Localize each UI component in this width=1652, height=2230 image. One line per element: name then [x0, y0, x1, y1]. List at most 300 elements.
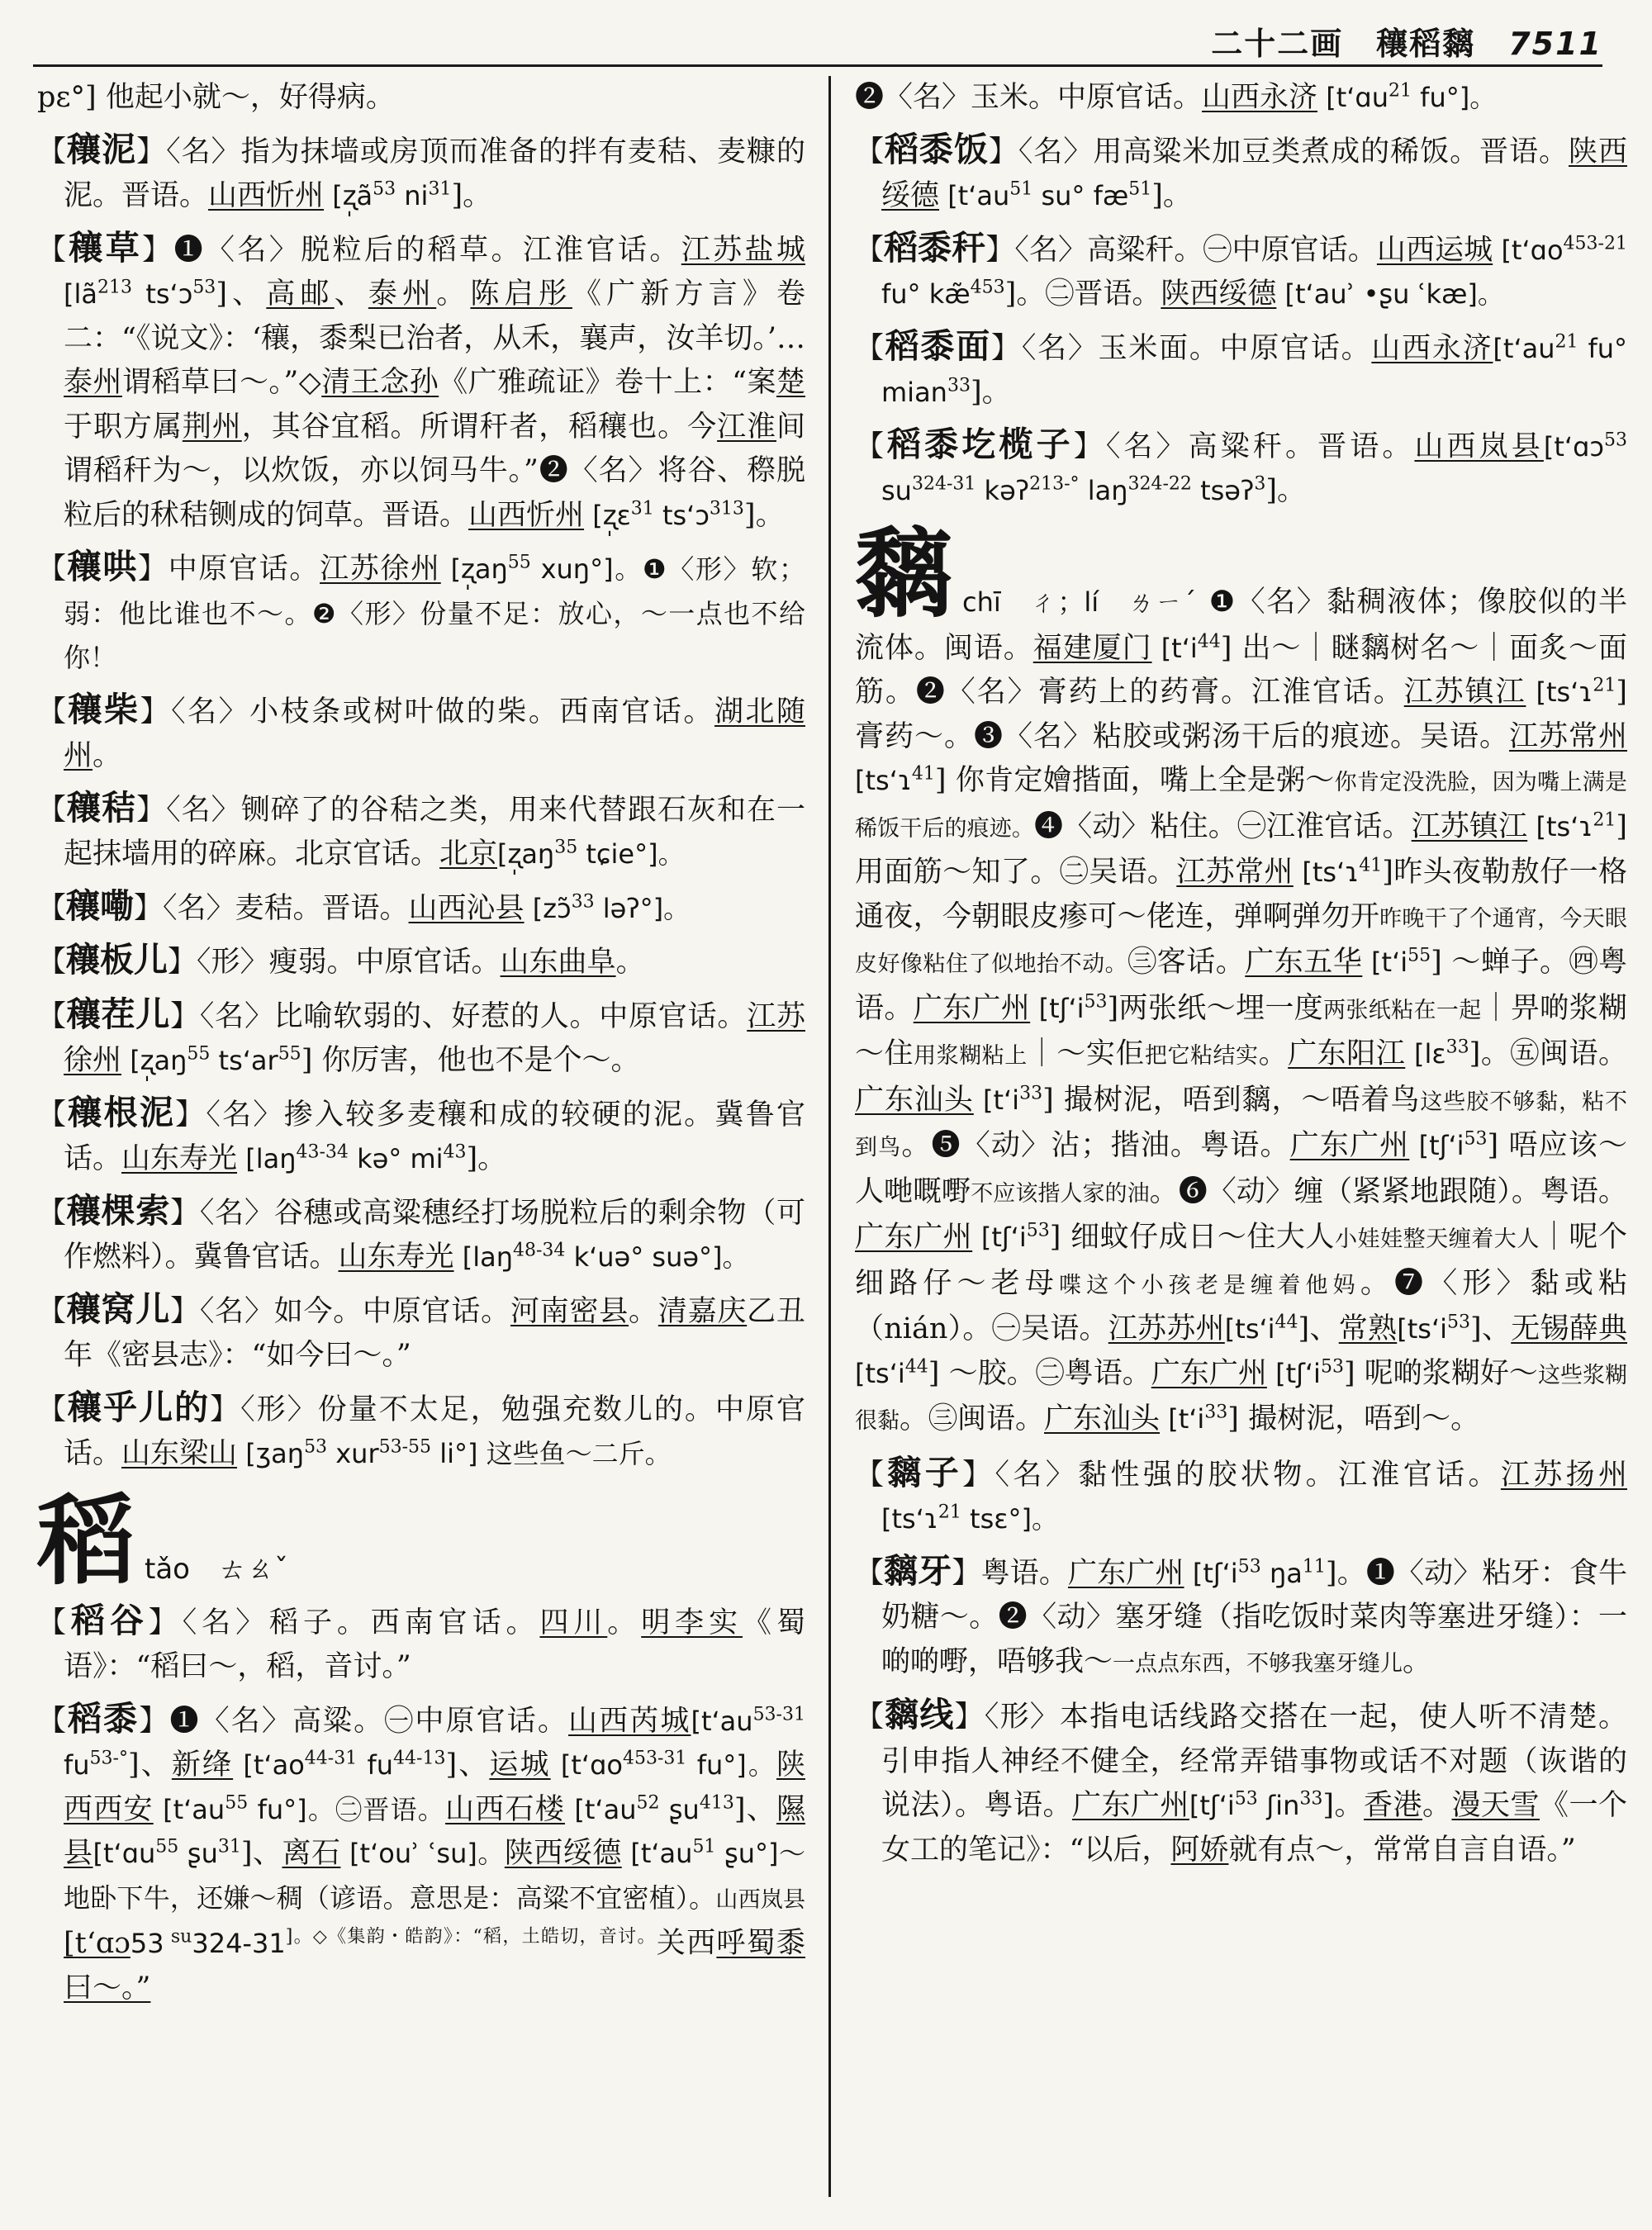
text-run: 】: [134, 891, 164, 925]
text-run: [t‘i: [1362, 947, 1408, 978]
text-run: [lã: [64, 278, 97, 310]
text-run: ]、: [445, 1748, 490, 1782]
text-run: 】: [140, 695, 172, 728]
text-run: 〈名〉谷穗或高粱穗经打场脱粒后的剩余物（可作燃料）。冀鲁官话。: [64, 1196, 805, 1274]
text-run: 】: [985, 233, 1015, 267]
text-run: 。: [615, 946, 645, 979]
text-run: fu°]。: [1412, 82, 1497, 113]
text-run: ] 细蚊仔成日～住大人: [1049, 1221, 1335, 1254]
text-run: [t‘ɑo: [550, 1749, 623, 1781]
text-run: 离石: [282, 1837, 341, 1870]
place-name: 陕西绥德: [881, 135, 1627, 212]
text-run: [ts‘ɿ: [855, 765, 912, 796]
text-run: ts‘ɔ: [653, 499, 710, 531]
text-run: ]、: [1298, 1312, 1339, 1345]
text-run: 】: [1073, 429, 1106, 463]
text-run: xur: [327, 1438, 379, 1469]
text-run: 。: [436, 278, 471, 311]
text-run: su° fæ: [1032, 180, 1129, 211]
text-run: 陕西绥德: [504, 1837, 622, 1870]
text-run: 53: [130, 1928, 164, 1959]
text-run: ləʔ°]。: [594, 892, 691, 924]
headword: 稻黍: [68, 1698, 140, 1739]
text-run: 33: [1299, 1788, 1323, 1810]
text-run: 【: [855, 1458, 888, 1492]
text-run: ]。: [970, 376, 1011, 409]
text-run: 43: [443, 1141, 467, 1163]
text-run: fu° kæ̃: [881, 278, 971, 310]
text-run: 】: [988, 135, 1018, 168]
text-run: 。: [1403, 1644, 1432, 1678]
text-run: ]、: [216, 278, 267, 311]
entry-dao-shu-gan: [855, 226, 1627, 317]
text-run: 33: [1019, 1082, 1043, 1103]
text-run: 无锡薛典: [1511, 1312, 1627, 1345]
text-run: 53: [1084, 990, 1108, 1012]
text-run: 〈名〉用高粱米加豆类煮成的稀饭。晋语。: [1018, 135, 1569, 168]
text-run: 新绛: [171, 1748, 234, 1782]
place-name: 山西永济: [1371, 331, 1493, 365]
place-name: 广东广州: [1071, 1789, 1189, 1822]
text-run: ]两张纸～埋一度: [1107, 991, 1324, 1025]
place-name: 江苏徐州: [320, 553, 441, 586]
text-run: 41: [1359, 855, 1383, 876]
text-run: [ts‘i: [1224, 1313, 1275, 1345]
text-run: 。: [93, 739, 122, 772]
entry-rang-cha-er: [37, 993, 805, 1084]
text-run: ] 呢啲浆糊好～: [1343, 1356, 1538, 1390]
place-name: 山东寿光: [338, 1241, 454, 1274]
text-run: fu° mian: [881, 332, 1627, 408]
text-run: 〈名〉铡碎了的谷秸之类，用来代替跟石灰和在一起抹墙用的碎麻。北京官话。: [64, 793, 805, 871]
text-run: 21: [1593, 675, 1616, 696]
text-run: ]。: [1265, 474, 1306, 507]
text-run: 44: [904, 1355, 928, 1377]
text-run: ❹〈动〉粘住。㊀江淮官话。: [1034, 809, 1412, 843]
text-run: [t‘i: [1160, 1403, 1205, 1435]
text-run: 31: [630, 497, 654, 519]
headword: 黐子: [887, 1452, 963, 1492]
entry-rang-gen-ni: [37, 1091, 805, 1182]
text-run: 江苏镇江: [1403, 676, 1526, 709]
text-run: 【: [37, 999, 67, 1033]
text-run: 】: [170, 1294, 200, 1328]
text-run: 运城: [489, 1748, 551, 1782]
headword: 穰秸: [67, 787, 137, 828]
text-run: ｜畀啲浆糊～住: [855, 991, 1627, 1070]
text-run: 55: [1408, 945, 1431, 966]
text-run: 53: [1603, 429, 1627, 450]
text-run: 】: [136, 793, 167, 827]
text-run: 21: [938, 1502, 961, 1523]
text-run: ] 撮树泥，唔到～。: [1227, 1402, 1480, 1435]
text-run: 】: [175, 1098, 206, 1132]
text-run: xuŋ°]。❶〈形〉软；弱：他比谁也不～。❷〈形〉份量不足：放心，～一点也不给你！: [64, 553, 805, 673]
text-run: 53: [373, 178, 396, 200]
headword: 稻黍面: [885, 325, 992, 366]
text-run: 】: [170, 999, 200, 1033]
text-run: 。❼〈形〉黏或粘（nián）。㊀吴语。: [855, 1266, 1627, 1345]
entry-rang-wo-er: [37, 1288, 805, 1378]
text-run: ]。: [1322, 1789, 1364, 1822]
text-run: ] 用面筋～知了。㊁吴语。: [855, 809, 1627, 889]
text-run: su: [881, 475, 912, 506]
text-run: 】: [210, 1393, 241, 1426]
headword: 黐线: [885, 1695, 955, 1734]
text-run: [t‘i: [973, 1084, 1020, 1116]
text-run: ㊂客话。: [1127, 946, 1246, 979]
text-run: 】: [139, 1704, 170, 1738]
text-run: 广东广州: [913, 991, 1031, 1025]
text-run: [t‘ao: [233, 1749, 305, 1781]
page-number: 7511: [1508, 26, 1602, 62]
text-run: 于职方属: [64, 410, 183, 444]
entry-rang-jie: [37, 786, 805, 877]
text-run: ʂu: [659, 1793, 700, 1825]
text-run: 你肯定没洗脸，因为嘴上满是稀饭干后的痕迹。: [855, 770, 1627, 842]
place-name: 山西忻州: [208, 179, 325, 212]
text-run: 21: [1389, 80, 1412, 102]
character-heading-tao: [37, 1483, 805, 1598]
text-run: fu: [357, 1749, 394, 1781]
text-run: 。: [1422, 1789, 1452, 1822]
text-run: 324-31: [911, 473, 976, 495]
entry-chi-zi: [855, 1451, 1627, 1542]
text-run: 55: [155, 1836, 179, 1858]
text-run: 江苏苏州: [1108, 1312, 1225, 1345]
text-run: ŋa: [1260, 1557, 1303, 1589]
text-run: ] ～蝉子。㊃粤语。: [855, 946, 1627, 1025]
left-column: [37, 76, 805, 2018]
character-pinyin: tǎo ㄊㄠˇ: [145, 1552, 288, 1586]
text-run: 陕西西安: [64, 1748, 805, 1826]
text-run: 江苏镇江: [1411, 809, 1528, 843]
place-name: 四川: [539, 1606, 608, 1639]
text-run: [tʃ‘i: [972, 1222, 1027, 1253]
text-run: 广东广州: [1289, 1129, 1410, 1162]
text-run: 陕西绥德: [1161, 278, 1277, 311]
text-run: 【: [37, 1196, 67, 1230]
text-run: ]。㊁晋语。: [1004, 278, 1161, 311]
text-run: [ts‘ɿ: [1526, 676, 1593, 708]
text-run: 呼蜀黍曰～。”: [64, 1927, 805, 2005]
text-run: 44-31: [304, 1748, 358, 1769]
text-run: 〈名〉如今。中原官话。: [199, 1294, 510, 1328]
text-run: 这些浆糊很黏: [855, 1362, 1628, 1434]
text-run: 山西岚县: [715, 1886, 806, 1913]
text-run: 453-31: [623, 1748, 687, 1769]
text-run: 泰州: [64, 366, 122, 399]
text-run: 隰县: [64, 1792, 805, 1870]
text-run: [t‘au: [621, 1838, 693, 1869]
text-run: 泰州: [368, 278, 437, 311]
text-run: [ʐ̩aŋ: [497, 838, 555, 870]
text-run: fu: [64, 1749, 90, 1781]
header-title: 二十二画 穰稻黐: [1211, 25, 1476, 62]
text-run: 【: [37, 793, 68, 827]
entry-rang-chai: [37, 688, 805, 779]
text-run: 〈名〉比喻软弱的、好惹的人。中原官话。: [199, 999, 748, 1033]
text-run: [t‘ɑɔ: [1543, 430, 1604, 463]
text-run: 21: [1593, 809, 1616, 830]
text-run: 【: [855, 233, 885, 267]
text-run: pɛ°] 他起小就～，好得病。: [37, 81, 395, 114]
text-run: [t‘ɑu: [1317, 82, 1389, 113]
text-run: ]。: [451, 179, 492, 212]
text-run: 【: [37, 946, 67, 979]
text-run: 】: [991, 331, 1022, 365]
headword: 穰嘞: [66, 885, 135, 926]
text-run: ] 你肯定嬒揩面，嘴上全是粥～: [934, 764, 1335, 797]
text-run: 41: [911, 763, 935, 785]
text-run: 《广新方言》卷二：“《说文》：‘穰，黍梨已治者，从禾，襄声，汝羊切。’…: [64, 278, 805, 355]
headword: 穰根泥: [68, 1092, 176, 1132]
text-run: 11: [1302, 1555, 1326, 1577]
text-run: ❶〈名〉高粱。㊀中原官话。: [169, 1704, 568, 1738]
text-run: 53-°: [89, 1748, 128, 1769]
place-name: 江苏扬州: [1500, 1458, 1627, 1492]
text-run: ] 你厉害，他也不是个～。: [301, 1044, 640, 1077]
text-run: 413: [699, 1791, 734, 1813]
text-run: [tʃ‘i: [1409, 1130, 1464, 1161]
text-run: 33: [571, 890, 595, 912]
text-run: ]。◇《集韵・皓韵》：“稻，土皓切，音讨。: [285, 1926, 657, 1948]
text-run: 喋这个小孩老是缠着他妈: [1059, 1272, 1360, 1298]
place-name: 山西运城: [1376, 233, 1493, 267]
text-run: 52: [636, 1791, 660, 1813]
text-run: 】: [168, 946, 197, 979]
text-run: tɕie°]。: [577, 838, 685, 870]
text-run: 53: [1234, 1788, 1258, 1810]
text-run: [zɔ̃: [524, 892, 572, 924]
text-run: 53: [1237, 1555, 1261, 1577]
text-run: ts‘ɔ: [131, 278, 193, 310]
column-divider: [828, 76, 831, 2197]
text-run: [laŋ: [237, 1143, 297, 1174]
text-run: 两张纸粘在一起: [1323, 997, 1482, 1023]
text-run: 53: [1464, 1128, 1488, 1150]
text-run: 【: [37, 1294, 67, 1328]
text-run: 【: [37, 233, 69, 267]
text-run: 〈名〉小枝条或树叶做的柴。西南官话。: [171, 695, 714, 728]
text-run: 44: [1275, 1312, 1298, 1333]
text-run: ]、: [733, 1792, 776, 1826]
text-run: 、: [334, 278, 368, 311]
entry-dao-shu-fan: [855, 128, 1627, 219]
text-run: 小娃娃整天缠着大人: [1334, 1226, 1540, 1252]
text-run: 31: [217, 1836, 241, 1858]
text-run: 楚: [776, 366, 805, 399]
text-run: 《一个女工的笔记》：“以后，: [881, 1789, 1627, 1867]
text-run: 不应该揩人家的油: [971, 1180, 1150, 1207]
text-run: [ts‘i: [1397, 1313, 1448, 1345]
text-run: ｜～实佢: [1027, 1037, 1145, 1070]
text-run: 】: [170, 1196, 200, 1230]
text-run: 中原官话。: [168, 553, 320, 586]
text-run: ] 撮树泥，唔到黐，～唔着鸟: [1042, 1083, 1421, 1117]
text-run: 53-31: [752, 1703, 805, 1725]
text-run: 33: [947, 375, 971, 396]
text-run: [t‘au: [1493, 332, 1555, 364]
text-run: 53: [1447, 1312, 1471, 1333]
text-run: 山西石楼: [445, 1792, 565, 1826]
text-run: 35: [554, 837, 578, 858]
text-run: ]、: [127, 1748, 172, 1782]
entry-dao-gu: [37, 1599, 805, 1690]
text-run: tsəʔ: [1191, 475, 1255, 506]
text-run: ]、: [240, 1837, 282, 1870]
headword: 稻黍饭: [884, 129, 989, 169]
head-character: 黐: [855, 516, 953, 631]
entry-dao-shu-mian: [855, 325, 1627, 415]
text-run: ，其谷宜稻。所谓秆者，稻穰也。今: [241, 410, 718, 444]
text-run: 《广雅疏证》卷十上：“案: [439, 366, 776, 399]
text-run: 漫天雪: [1451, 1789, 1540, 1822]
text-run: 〈名〉麦秸。晋语。: [163, 891, 409, 925]
right-column: [855, 76, 1627, 1880]
text-run: ❶〈名〉脱粒后的稻草。江淮官话。: [173, 233, 681, 267]
place-name: 江苏盐城: [681, 233, 805, 267]
headword: 穰板儿: [66, 940, 169, 980]
text-run: ]。: [743, 498, 785, 532]
text-run: 44: [1197, 630, 1221, 652]
headword: 穰草: [69, 227, 143, 268]
text-run: 【: [37, 1704, 69, 1738]
text-run: 48-34: [512, 1240, 566, 1261]
text-run: [lɛ: [1405, 1038, 1446, 1070]
text-run: 】: [954, 1701, 985, 1734]
text-run: 33: [1204, 1402, 1228, 1423]
text-run: [t‘au: [564, 1793, 637, 1825]
text-run: ni: [396, 180, 429, 211]
headword: 穰茬儿: [66, 994, 171, 1034]
text-run: ]、: [1470, 1312, 1512, 1345]
text-run: 〈形〉本指电话线路交搭在一起，使人听不清楚。引申指人神经不健全，经常弄错事物或话不对题（诙谐的说法）。粤语。: [881, 1701, 1627, 1822]
text-run: [t‘au: [939, 180, 1010, 211]
text-run: [t‘ɑu: [93, 1838, 156, 1869]
text-run: 广东汕头: [855, 1083, 974, 1117]
text-run: 324-31: [192, 1928, 286, 1959]
text-run: 【: [37, 553, 68, 586]
entry-dao-shu: [37, 1697, 805, 2011]
text-run: 313: [709, 497, 744, 519]
text-run: [t‘i: [1151, 632, 1198, 664]
character-pinyin: chī ㄔ；lí ㄌㄧˊ: [962, 586, 1198, 618]
text-run: 高邮: [266, 278, 335, 311]
text-run: 粤语。: [980, 1556, 1068, 1590]
text-run: su: [164, 1926, 192, 1948]
text-run: [ts‘ɿ: [881, 1503, 938, 1535]
place-name: 山东梁山: [121, 1437, 238, 1470]
text-run: ❶〈名〉黏稠液体；像胶似的半流体。闽语。: [855, 585, 1627, 665]
text-run: 昨晚干了个通宵，今天眼皮好像粘住了似地抬不动。: [855, 905, 1627, 977]
entry-rang-ke-suo: [37, 1189, 805, 1280]
text-run: 【: [37, 1098, 69, 1132]
text-run: 〈名〉掺入较多麦穰和成的较硬的泥。冀鲁官话。: [64, 1098, 805, 1175]
text-run: 阿娇: [1170, 1833, 1229, 1867]
entry-rang-hong: [37, 545, 805, 681]
text-run: 【: [855, 429, 888, 463]
text-run: [t‘ouʾ ʿsu]。: [340, 1838, 505, 1869]
text-run: 44-13: [393, 1748, 446, 1769]
place-name: 山西沁县: [408, 891, 525, 925]
text-run: 广东汕头: [1044, 1402, 1161, 1435]
place-name: 北京: [439, 837, 498, 871]
text-run: 常熟: [1338, 1312, 1398, 1345]
text-run: 〈名〉高粱秆。㊀中原官话。: [1014, 233, 1377, 267]
text-run: ]。㊄闽语。: [1469, 1037, 1628, 1070]
text-run: 清王念孙: [321, 366, 439, 399]
text-run: [ʐ̩aŋ: [440, 553, 508, 585]
place-name: 山东曲阜: [500, 946, 616, 979]
text-run: 。❻〈动〉缠（紧紧地跟随）。粤语。: [1149, 1174, 1627, 1208]
text-run: 江淮: [717, 410, 776, 444]
place-name: 山西永济: [1202, 81, 1318, 114]
text-run: ]昨头夜勒敖仔一格通夜，今朝眼皮瘆可～佬连，弹啊弹勿开: [855, 856, 1627, 933]
text-run: tsɛ°]。: [961, 1503, 1059, 1535]
entry-rang-hu-er-de: [37, 1386, 805, 1477]
place-name: 山西芮城: [568, 1704, 691, 1738]
place-name: 福建厦门: [1032, 631, 1152, 665]
text-run: 谓稻草曰～。”◇: [121, 366, 322, 399]
text-run: kəʔ: [976, 475, 1030, 506]
text-run: 21: [1555, 330, 1578, 352]
text-run: 43-34: [296, 1141, 349, 1163]
entry-continuation-dao-shu: [855, 76, 1627, 121]
text-run: 乙丑年《密县志》：“如今曰～。”: [64, 1294, 805, 1372]
text-run: ]。: [1151, 179, 1192, 212]
text-run: [ʒaŋ: [237, 1438, 305, 1469]
place-name: 湖北随州: [64, 695, 805, 772]
text-run: 明李实: [641, 1606, 743, 1639]
text-run: 324-22: [1127, 473, 1192, 495]
text-run: [t‘au: [153, 1793, 225, 1825]
headword: 穰乎儿的: [68, 1387, 211, 1427]
text-run: ] ～胶。㊁粤语。: [928, 1356, 1151, 1390]
headword: 穰柴: [68, 689, 140, 729]
text-run: 53: [1026, 1220, 1050, 1241]
headword: 黐牙: [884, 1550, 952, 1591]
entry-chi-ya: [855, 1549, 1627, 1687]
headword: 穰窝儿: [66, 1288, 171, 1329]
text-run: 。: [607, 1606, 642, 1639]
text-run: 53: [304, 1436, 328, 1458]
text-run: 山西忻州: [468, 498, 585, 532]
text-run: 把它粘结实: [1144, 1043, 1259, 1069]
text-run: 】: [962, 1458, 995, 1492]
text-run: 【: [37, 135, 68, 168]
text-run: 陈启彤: [470, 278, 572, 311]
text-run: 〈名〉黏性强的胶状物。江淮官话。: [995, 1458, 1501, 1492]
entry-rang-lei: [37, 885, 805, 932]
text-run: 3: [1254, 473, 1266, 495]
text-run: 213-°: [1029, 473, 1080, 495]
text-run: 33: [1446, 1037, 1469, 1058]
text-run: ] 膏药～。❸〈名〉粘胶或粥汤干后的痕迹。吴语。: [855, 676, 1627, 753]
text-run: 〈名〉玉米面。中原官话。: [1021, 331, 1372, 365]
text-run: 。: [629, 1294, 658, 1328]
page-header: [33, 18, 1602, 62]
text-run: ts‘ar: [210, 1045, 278, 1076]
text-run: [ʐ̩ɛ: [584, 499, 631, 531]
text-run: k‘uə° suə°]。: [565, 1241, 749, 1273]
text-run: 《蜀语》：“稻曰～，稻，音讨。”: [64, 1606, 805, 1683]
text-run: 〈名〉高粱秆。晋语。: [1105, 429, 1415, 463]
text-run: 53: [1320, 1355, 1344, 1377]
text-run: 间谓稻秆为～，以炊饭，亦以饲马牛。”❷〈名〉将谷、穄脱粒后的秫秸铡成的饲草。晋语。: [64, 410, 805, 532]
text-run: 清嘉庆: [657, 1294, 748, 1328]
text-run: 。㊂闽语。: [900, 1402, 1045, 1435]
